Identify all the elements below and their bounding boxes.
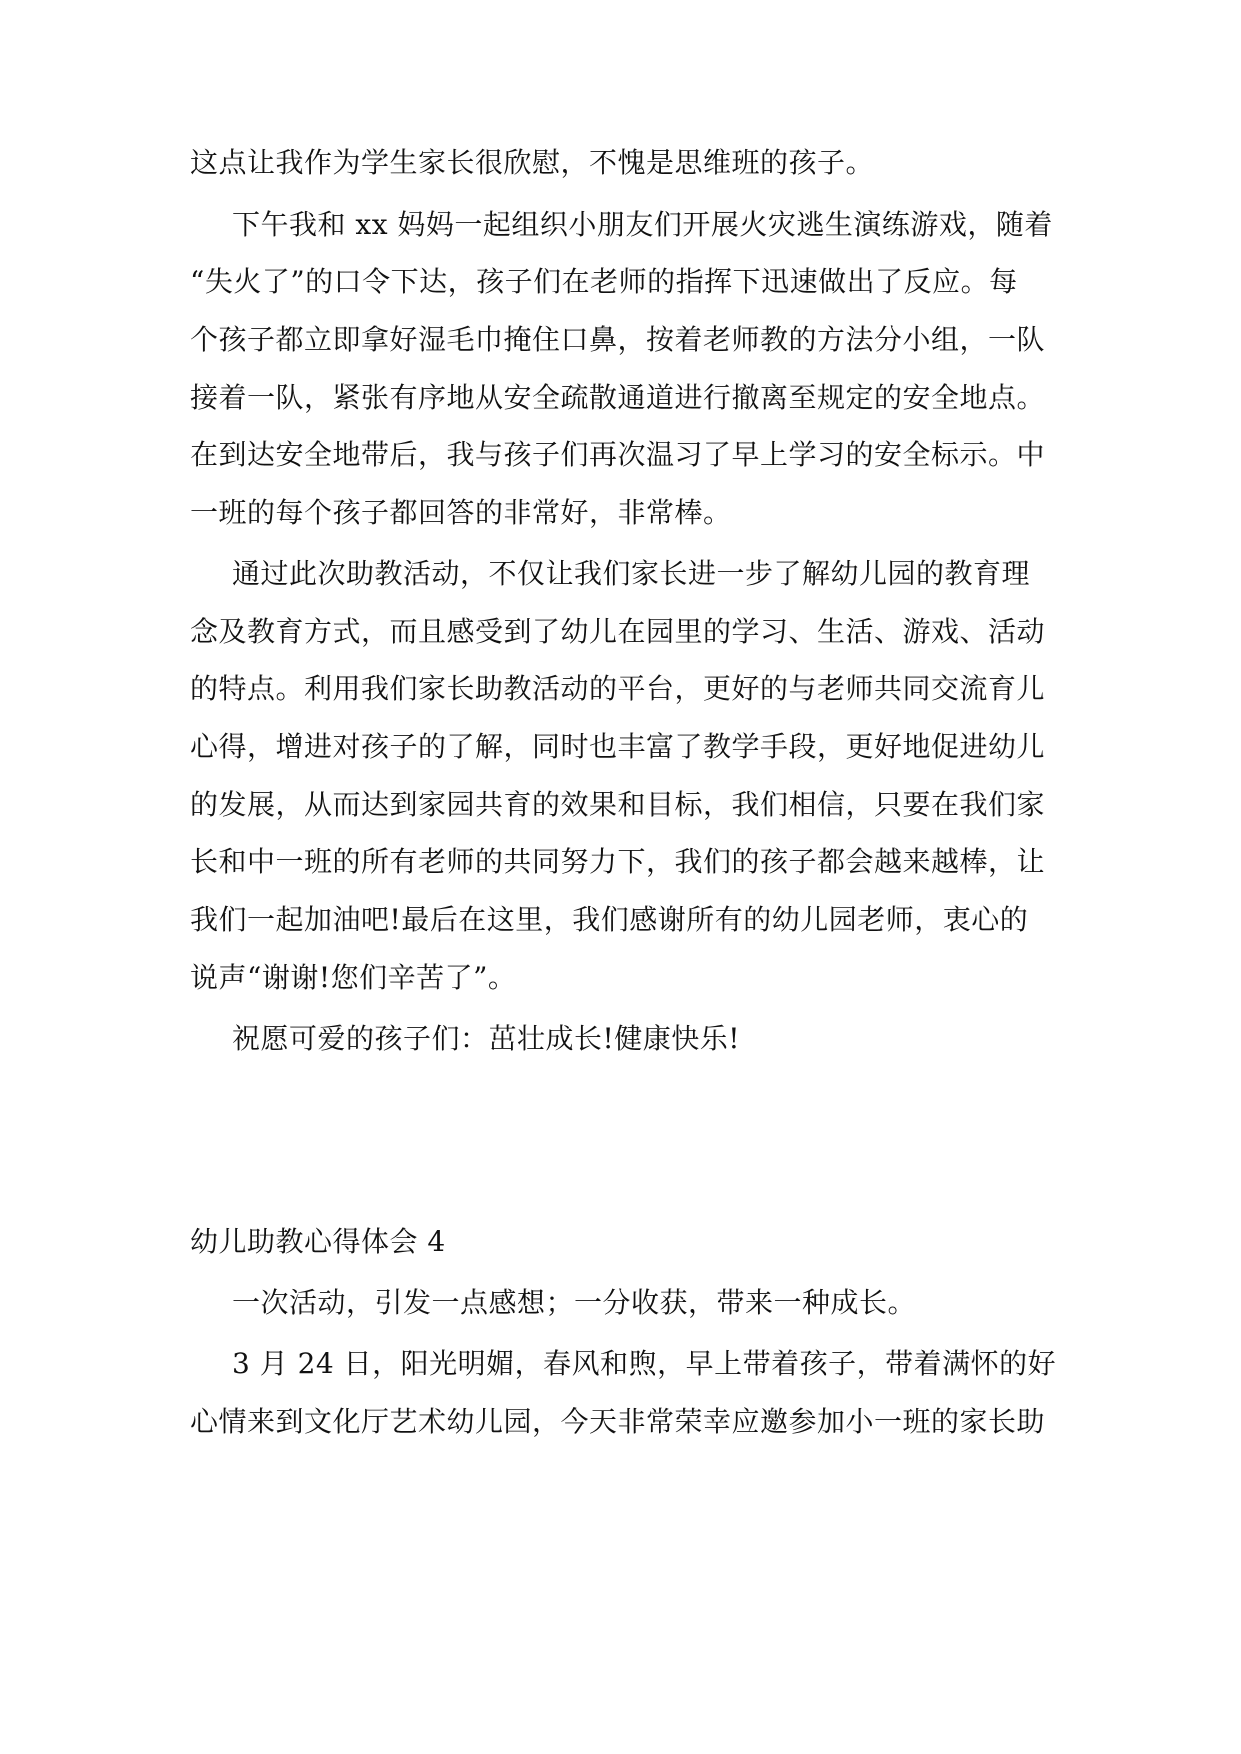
text-line: 个孩子都立即拿好湿毛巾掩住口鼻，按着老师教的方法分小组，一队: [190, 323, 1046, 356]
paragraph-first-line: 祝愿可爱的孩子们：茁壮成长!健康快乐!: [232, 1022, 741, 1055]
text-line: 接着一队，紧张有序地从安全疏散通道进行撤离至规定的安全地点。: [190, 381, 1046, 414]
text-line: 念及教育方式，而且感受到了幼儿在园里的学习、生活、游戏、活动: [190, 615, 1046, 648]
text-line: 心情来到文化厅艺术幼儿园，今天非常荣幸应邀参加小一班的家长助: [190, 1405, 1046, 1438]
text-line: 一班的每个孩子都回答的非常好，非常棒。: [190, 496, 732, 529]
text-line: “失火了”的口令下达，孩子们在老师的指挥下迅速做出了反应。每: [190, 265, 1018, 298]
text-line: 说声“谢谢!您们辛苦了”。: [190, 961, 517, 994]
text-line: 这点让我作为学生家长很欣慰，不愧是思维班的孩子。: [190, 146, 875, 179]
text-line: 在到达安全地带后，我与孩子们再次温习了早上学习的安全标示。中: [190, 438, 1046, 471]
text-line: 心得，增进对孩子的了解，同时也丰富了教学手段，更好地促进幼儿: [190, 730, 1046, 763]
section-heading: 幼儿助教心得体会 4: [190, 1225, 446, 1258]
text-line: 我们一起加油吧!最后在这里，我们感谢所有的幼儿园老师，衷心的: [190, 903, 1029, 936]
text-line: 的特点。利用我们家长助教活动的平台，更好的与老师共同交流育儿: [190, 672, 1046, 705]
paragraph-first-line: 通过此次助教活动，不仅让我们家长进一步了解幼儿园的教育理: [232, 557, 1031, 590]
text-line: 的发展，从而达到家园共育的效果和目标，我们相信，只要在我们家: [190, 788, 1046, 821]
paragraph-first-line: 一次活动，引发一点感想；一分收获，带来一种成长。: [232, 1286, 917, 1319]
paragraph-first-line: 3 月 24 日，阳光明媚，春风和煦，早上带着孩子，带着满怀的好: [232, 1347, 1057, 1380]
text-line: 长和中一班的所有老师的共同努力下，我们的孩子都会越来越棒，让: [190, 845, 1046, 878]
paragraph-first-line: 下午我和 xx 妈妈一起组织小朋友们开展火灾逃生演练游戏，随着: [232, 208, 1053, 241]
